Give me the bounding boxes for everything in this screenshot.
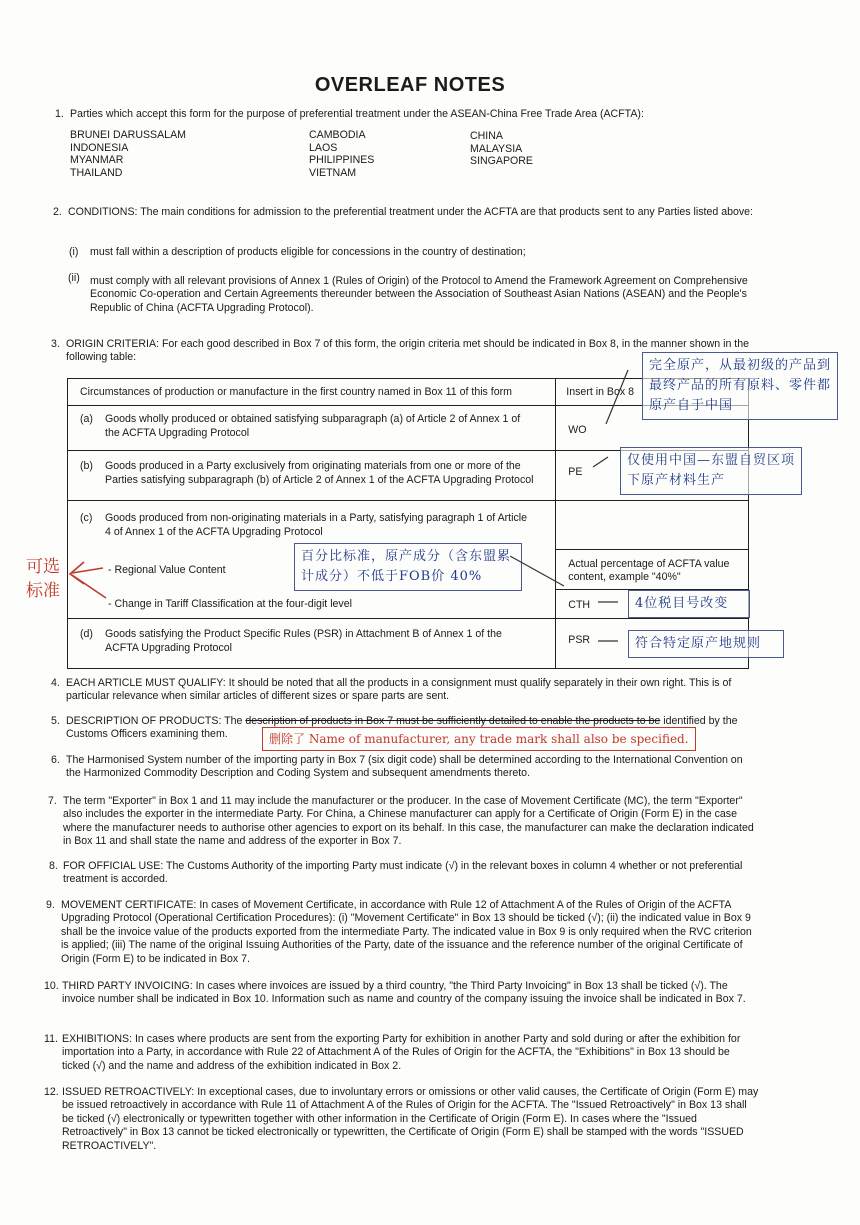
note-6-number: 6. [51,754,60,766]
annotation-pe: 仅使用中国—东盟自贸区项下原产材料生产 [620,447,802,495]
ctc-code: CTH [568,599,591,611]
row-d-label: (d) [80,628,93,640]
annotation-side: 可选标准 [26,557,60,601]
note-2-i-text: must fall within a description of products eligible for concessions in the country of destination; [90,246,526,258]
country: INDONESIA [70,141,129,154]
note-2-ii-number: (ii) [68,272,80,284]
country: VIETNAM [309,166,357,179]
note-11-number: 11. [44,1033,58,1045]
country: MALAYSIA [470,142,523,155]
note-2-text: CONDITIONS: The main conditions for admission to the preferential treatment under the ACFTA are that products sent to any Parties listed above: [68,206,754,218]
row-b-text: Goods produced in a Party exclusively from originating materials from one or more of the Parties satisfying subparagraph (b) of Article 2 of Annex 1 of the ACFTA Upgrading Protocol [105,460,534,486]
note-9-text: MOVEMENT CERTIFICATE: In cases of Movement Certificate, in accordance with Rule 12 of Attachment A of the Rules of Origin of the ACFTA Upgrading Protocol (Operational Certification Procedures): (i) "Movement Certificate" in Box 13 should be ticked (√); (ii) the indicated value in Box 9 shall be the invoice value of the products exported from the intermediate Party. The indicated value in Box 9 is only required when the RVC criterion is applied; (iii) The name of the original Issuing Authorities of the Party, date of the issuance and the reference number of the original Certificate of Origin (Form E) to be indicated in Box 7. [61,899,752,965]
country: SINGAPORE [470,155,533,168]
row-b-label: (b) [80,460,93,472]
country: MYANMAR [70,154,124,167]
page-title: OVERLEAF NOTES [314,74,506,96]
note-12-number: 12. [44,1086,59,1098]
note-3-text: ORIGIN CRITERIA: For each good described in Box 7 of this form, the origin criteria met should be indicated in Box 8, in the manner shown in the following table: [66,338,750,364]
note-7-number: 7. [48,795,57,807]
row-a-code: WO [568,424,587,436]
country: BRUNEI DARUSSALAM [70,129,186,141]
country: THAILAND [70,166,123,179]
note-3-number: 3. [51,338,60,350]
note-5-text-a: DESCRIPTION OF PRODUCTS: The [66,715,246,727]
pointer-line [606,370,628,424]
row-d-code: PSR [568,634,591,646]
header-left: Circumstances of production or manufacture in the first country named in Box 11 of this form [80,386,512,398]
row-c-text: Goods produced from non-originating materials in a Party, satisfying paragraph 1 of Article 4 of Annex 1 of the ACFTA Upgrading Protocol [105,512,528,538]
note-4-text: EACH ARTICLE MUST QUALIFY: It should be noted that all the products in a consignment must qualify separately in their own right. This is of particular relevance when similar articles of different sizes or spare parts are sent. [66,677,732,703]
country: PHILIPPINES [309,154,375,167]
annotation-rvc: 百分比标准，原产成分（含东盟累计成分）不低于FOB价 40% [294,543,522,591]
ctc-text: - Change in Tariff Classification at the four-digit level [108,598,352,610]
note-10-number: 10. [44,980,59,992]
note-1-text: Parties which accept this form for the purpose of preferential treatment under the ASEAN-China Free Trade Area (ACFTA): [70,108,644,120]
note-6-text: The Harmonised System number of the importing party in Box 7 (six digit code) shall be determined according to the International Convention on the Harmonized Commodity Description and Coding System and subsequent amendments thereto. [66,754,743,780]
annotation-cth: 4位税目号改变 [628,590,750,618]
country: CHINA [470,130,503,142]
note-8-text: FOR OFFICIAL USE: The Customs Authority of the importing Party must indicate (√) in the relevant boxes in column 4 whether or not preferential treatment is accorded. [63,860,743,886]
note-2-i-number: (i) [69,246,79,258]
row-a-text: Goods wholly produced or obtained satisfying subparagraph (a) of Article 2 of Annex 1 of the ACFTA Upgrading Protocol [105,413,521,439]
note-2-number: 2. [53,206,62,218]
pointer-line [510,556,564,586]
row-a-label: (a) [80,413,93,425]
header-right: Insert in Box 8 [566,386,635,398]
annotation-psr: 符合特定原产地规则 [628,630,784,658]
pointer-line [593,457,608,467]
annotation-wo: 完全原产，从最初级的产品到最终产品的所有原料、零件都原产自于中国 [642,352,838,420]
rvc-text: - Regional Value Content [108,564,226,576]
note-8-number: 8. [49,860,58,872]
note-9-number: 9. [46,899,55,911]
note-4-number: 4. [51,677,60,689]
row-c-label: (c) [80,512,93,524]
country: LAOS [309,141,338,154]
note-5-text-b: identified by the Customs Officers examining them. [66,715,738,741]
note-11-text: EXHIBITIONS: In cases where products are sent from the exporting Party for exhibition in another Party and sold during or after the exhibition for importation into a Party, in accordance with Rule 22 of Attachment A of the Rules of Origin for the ACFTA, the "Exhibitions" in Box 13 should be ticked (√) and the name and address of the exhibition indicated in Box 2. [62,1033,741,1072]
note-12-text: ISSUED RETROACTIVELY: In exceptional cases, due to involuntary errors or omissions or other valid causes, the Certificate of Origin (Form E) may be issued retroactively in accordance with Rule 11 of Attachment A of the Rules of Origin for the ACFTA. The "Issued Retroactively" in Box 13 shall be ticked (√) electronically or typewritten together with other information in the Certificate of Origin (Form E). In cases where the "Issued Retroactively" in Box 13 cannot be ticked electronically or typewritten, the Certificate of Origin (Form E) shall be stamped with the words "ISSUED RETROACTIVELY". [62,1086,759,1152]
rvc-code: Actual percentage of ACFTA value content, example "40%" [568,558,730,583]
note-10-text: THIRD PARTY INVOICING: In cases where invoices are issued by a third country, "the Third Party Invoicing" in Box 13 shall be ticked (√). The invoice number shall be indicated in Box 10. Information such as name and country of the company issuing the invoice shall be indicated in Box 7. [62,980,746,1006]
note-5-strikethrough: description of products in Box 7 must be sufficiently detailed to enable the products to be [245,715,661,727]
note-7-text: The term "Exporter" in Box 1 and 11 may include the manufacturer or the producer. In the case of Movement Certificate (MC), the term "Exporter" also includes the exporter in the intermediate Party. For China, a Chinese manufacturer can apply for a Certificate of Origin (Form E) in the case where the manufacturer needs to authorise other agencies to export on its behalf. In this case, the manufacturer can make the declaration indicated in Box 11 and shall state the name and address of the exporter in Box 7. [63,795,754,848]
note-2-ii-text: must comply with all relevant provisions of Annex 1 (Rules of Origin) of the Protocol to Amend the Framework Agreement on Comprehensive Economic Co-operation and Certain Agreements thereunder between the Association of Southeast Asian Nations (ASEAN) and the People's Republic of China (ACFTA Upgrading Protocol). [90,275,748,314]
note-5-number: 5. [51,715,60,727]
row-d-text: Goods satisfying the Product Specific Rules (PSR) in Attachment B of Annex 1 of the ACFTA Upgrading Protocol [105,628,502,654]
annotation-desc: 删除了 Name of manufacturer, any trade mark shall also be specified. [262,727,696,751]
row-b-code: PE [568,466,583,478]
note-1-number: 1. [55,108,64,120]
country: CAMBODIA [309,129,366,141]
